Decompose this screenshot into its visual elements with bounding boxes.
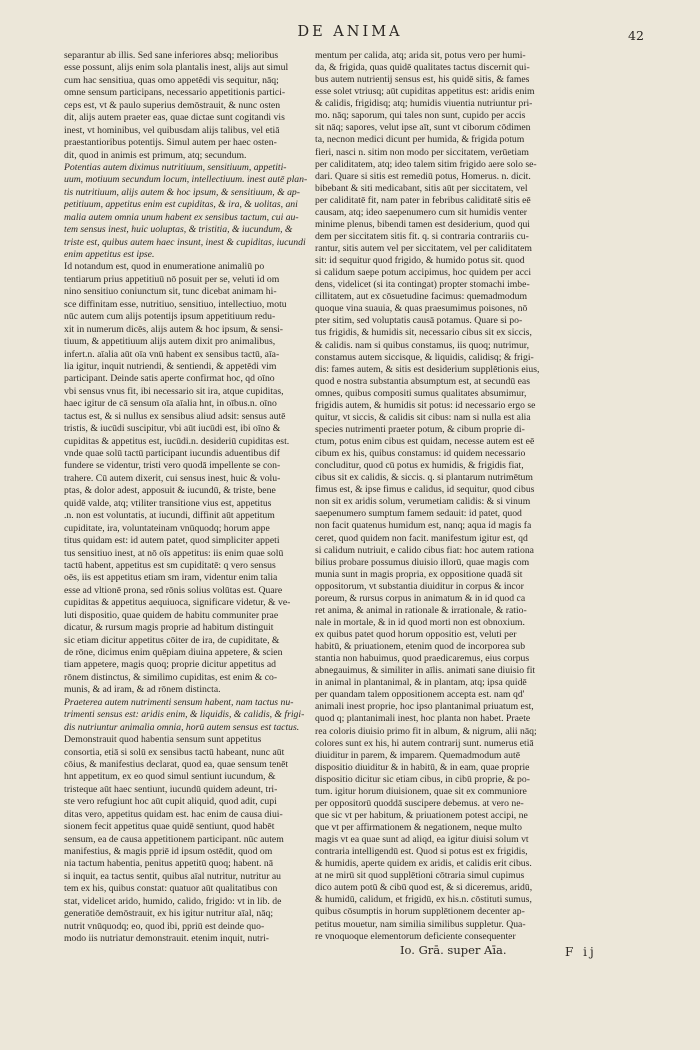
left-text-line: modo iis nutriatur demonstrauit. etenim inquit, nutri- xyxy=(64,933,270,945)
right-text-line: dispositio dicitur sic etiam cibus, in cibū proprie, & po- xyxy=(315,773,530,785)
left-text-line: vnde quae solū tactū participant iucundis aduentibus dif xyxy=(64,448,281,459)
left-text-line: tactus est, & si nullus ex sensibus aliud adsit: sensus autē xyxy=(64,410,286,422)
right-text-line: esse solet vtriusq; aūt cupiditas appetitus est: aridis enim xyxy=(315,86,535,98)
right-text-line: dis: fames autem, & sitis est desiderium supplētionis eius, xyxy=(315,363,540,375)
right-text-line: fieri, nasci n. sitim non modo per siccitatem, verūetiam xyxy=(315,146,529,158)
right-text-line: bibebant & siti medicabant, sitis aūt per siccitatem, vel xyxy=(315,182,528,194)
right-text-line: petitus mouetur, nam similia similibus suppletur. Qua- xyxy=(315,918,526,930)
right-text-line: fimus est, & ipse fimus e calidus, id sequitur, quod cibus xyxy=(315,484,535,496)
right-text-line: ex quibus patet quod horum oppositio est, veluti per xyxy=(315,629,517,640)
right-text-line: cillitatem, aut ex cōsuetudine facimus: quemadmodum xyxy=(315,291,527,303)
left-text-line: omne sensum participans, necessario appetitionis partici- xyxy=(64,87,286,99)
left-text-line: vbi sensus vnus fit, ibi necessario sit ira, atque cupiditas, xyxy=(64,385,284,397)
left-text-line: nutrit vnūquodq; eo, quod ibi, ppriū est deinde quo- xyxy=(64,920,265,932)
right-text-line: saepenumero sumptum famem sedauit: id patet, quod xyxy=(315,508,522,520)
right-text-line: diuiditur in parem, & imparem. Quemadmodum autē xyxy=(315,749,521,761)
left-text-line: ceps est, vt & paulo superius demōstrauit, & nunc osten xyxy=(64,99,281,111)
right-text-line: habitū, & priuationem, etenim quod de incorporea sub xyxy=(315,641,526,653)
left-text-line: uum, motiuum secundum locum, intellectiuum. inest autē plan- xyxy=(64,174,308,186)
left-text-line: tis nutritiuum, alijs autem & hoc ipsum, & sensitiuum, & ap- xyxy=(64,186,301,198)
left-text-line: Praeterea autem nutrimenti sensum habent, nam tactus nu- xyxy=(64,696,294,708)
left-text-line: stat, videlicet arido, humido, calido, frigido: vt in lib. de xyxy=(64,895,282,907)
left-text-line: enim appetitus est ipse. xyxy=(64,249,155,260)
right-text-line: frigidis autem, & humidis sit potus: id necessario ergo se xyxy=(315,399,536,411)
right-text-line: quod q; plantanimali inest, hoc planta non habet. Praete xyxy=(315,713,531,725)
left-text-line: ste vero refugiunt hoc aūt cupit aliquid, quod adit, cupi xyxy=(64,796,277,808)
catchword: Io. Grā. super Aīa. xyxy=(400,943,507,957)
left-text-line: dis nutriuntur animalia omnia, horū autem sensus est tactus. xyxy=(64,721,300,733)
right-text-line: & calidis, frigidisq; atq; humidis viuentia nutriuntur pri- xyxy=(315,98,533,110)
right-text-line: & calidis. nam si quibus constamus, iis quoq; nutrimur, xyxy=(315,339,530,351)
right-text-line: pter sitim, sed voluptatis causā potamus. Quare si po- xyxy=(315,315,523,327)
right-text-line: ta, necnon medici dicunt per humida, & frigida potum xyxy=(315,134,525,146)
right-text-line: concluditur, quod cū potus ex humidis, & frigidis fiat, xyxy=(315,460,524,472)
left-text-line: nia tactum habentia, penitus appetitū quoq; habent. nā xyxy=(64,858,274,870)
left-text-line: consortia, etiā si solū ex sensibus tactū habeant, nunc aūt xyxy=(64,746,285,758)
left-text-line: nūc autem cum alijs potentijs ipsum appetitiuum redu- xyxy=(64,311,276,323)
right-text-line: in animal in plantanimal, & in plantam, atq; ipsa quidē xyxy=(315,677,527,689)
right-text-line: dispositio diuiditur & in habitū, & in eam, quae proprie xyxy=(315,761,530,773)
left-text-line: titus quidam est: id autem patet, quod simpliciter appeti xyxy=(64,535,280,547)
right-text-line: dem per siccitatem sitis fit. q. si contraria contrariis cu- xyxy=(315,230,529,242)
left-text-line: Potentias autem diximus nutritiuum, sensitiuum, appetiti- xyxy=(64,161,287,173)
right-text-line: oppositorum, vt substantia diuiditur in corpus & incor xyxy=(315,580,524,592)
left-text-line: triste est, quibus autem haec insunt, inest & cupiditas, iucundi xyxy=(64,236,306,248)
right-text-line: per caliditatē fit, nam pater in febribus caliditatē sitis eē xyxy=(315,194,531,206)
right-text-line: quitur, vt siccis, & calidis sit cibus: nam si nulla est alia xyxy=(315,411,531,423)
left-text-line: tiuum, & appetitiuum alijs autem dixit pro animalibus, xyxy=(64,336,276,348)
left-text-line: luti dispositio, quae quidem de habitu communiter prae xyxy=(64,609,279,621)
left-text-line: Id notandum est, quod in enumeratione animaliū po xyxy=(64,261,265,273)
right-text-line: si calidum saepe potum accipimus, hoc quidem per acci xyxy=(315,267,532,279)
left-text-line: tentiarum prius appetitiuū nō posuit per se, veluti id om xyxy=(64,273,280,285)
left-text-line: sionem fecit appetitus quae quidē sentiunt, quod habēt xyxy=(64,821,275,833)
left-column xyxy=(64,50,320,946)
left-text-line: tem sensus inest, huic uoluptas, & tristitia, & iucundum, & xyxy=(64,224,293,236)
right-text-line: cibus sit ex calidis, & siccis. q. si plantarum nutrimētum xyxy=(315,472,533,484)
right-text-line: bus autem nutrientij sensus est, his quidē sitis, & fames xyxy=(315,74,530,86)
right-text-line: per caliditatem, atq; ideo talem sitim frigido aere solo se- xyxy=(315,158,537,170)
left-text-line: sensum, ea de causa appetitionem participant. nūc autem xyxy=(64,833,284,845)
left-text-line: malia autem omnia unum habent ex sensibus tactum, cui au- xyxy=(64,211,299,223)
left-text-line: ptas, & dolor adest, apposuit & iucundū, & triste, bene xyxy=(64,485,276,497)
left-text-line: trimenti sensus est: aridis enim, & liquidis, & calidis, & frigi- xyxy=(64,709,305,721)
left-text-line: trahere. Cū autem dixerit, cui sensus inest, huic & volu- xyxy=(64,472,281,484)
right-text-line: & humidū, calidum, et frigidū, ex his.n. cōstituti sumus, xyxy=(315,894,532,906)
right-text-line: tum. igitur horum diuisionem, quae sit ex communiore xyxy=(315,785,527,797)
right-text-line: per oppositorū quoddā suscipere debemus. at vero ne- xyxy=(315,797,524,809)
right-text-line: magis vt ea quae sunt ad aliqd, ea igitur diuisi solum vt xyxy=(315,834,529,846)
right-text-line: dens, videlicet (si ita contingat) propter stomachi imbe- xyxy=(315,279,530,291)
right-text-line: tus frigidis, & humidis sit, necessario cibus sit ex siccis, xyxy=(315,327,532,339)
left-text-line: cupiditate, ira, voluntateinam vnūquodq; horum appe xyxy=(64,522,270,534)
right-text-line: quod e nostra substantia absumptum est, at secundū eas xyxy=(315,375,530,387)
right-text-line: ceret, quod quidem non facit. manifestum igitur est, qd xyxy=(315,532,528,544)
left-text-line: sic etiam dicitur appetitus cōiter de ira, de cupiditate, & xyxy=(64,634,280,646)
right-text-line: at ne mirū sit quod supplētioni cōtraria simul cupimus xyxy=(315,870,525,882)
running-title: DE ANIMA xyxy=(297,24,403,40)
right-text-line: ret anima, & animal in rationale & irrationale, & ratio- xyxy=(315,604,527,616)
left-text-line: sce diffinitam esse, nutritiuo, sensitiuo, intellectiuo, motu xyxy=(64,298,287,310)
right-text-line: colores sunt ex his, hi autem contrarij sunt. numerus etiā xyxy=(315,737,534,749)
right-text-line: mo. nāq; saporum, qui tales non sunt, cupido per accis xyxy=(315,110,526,122)
right-text-line: re vnoquoque elementorum deficiente consequenter xyxy=(315,930,516,942)
left-text-line: cum hac sensitiua, quas omo appetēdi vis sequitur, nāq; xyxy=(64,74,279,86)
left-text-line: cupiditas & appetitus est, iucūdi.n. desideriū cupiditas est. xyxy=(64,435,290,447)
left-text-line: hnt appetitum, ex eo quod simul sentiunt iucundum, & xyxy=(64,771,276,783)
left-text-line: dit, quod in animis est primum, atq; secundum. xyxy=(64,149,247,161)
left-text-line: separantur ab illis. Sed sane inferiores absq; melioribus xyxy=(64,50,279,61)
left-text-line: haec igitur de cā sensum oīa aīalia hnt, in oībus.n. oīno xyxy=(64,398,277,410)
left-text-line: si inquit, ea tactus sentit, quibus aīal nutritur, nutritur au xyxy=(64,870,282,882)
right-text-line: que vt per affirmationem & negationem, neque multo xyxy=(315,822,522,833)
right-text-line: mentum per calida, atq; arida sit, potus vero per humi- xyxy=(315,50,526,61)
left-text-line: tristeque aūt haec sentiunt, iucundū quidem adeunt, tri- xyxy=(64,783,278,795)
left-text-line: tactū habent, appetitus est sm cupiditatē: q vero sensus xyxy=(64,559,276,571)
right-text-line: minime plenus, bibendi tamen est desiderium, quod qui xyxy=(315,218,530,230)
right-text-line: causam, atq; ideo saepenumero cum sit humidis venter xyxy=(315,206,527,218)
right-text-line: bilius probare possumus diuisio illorū, quae magis com xyxy=(315,556,530,568)
right-text-line: abnegauimus, & similiter in aīlis. animati sane diuisio fit xyxy=(315,665,536,677)
right-text-line: ctum, potus enim cibus est quidam, necesse autem est eē xyxy=(315,436,535,447)
left-text-line: Demonstrauit quod habentia sensum sunt appetitus xyxy=(64,734,262,746)
left-text-line: esse ad vltionē prona, sed rōnis solius volūtas est. Quare xyxy=(64,584,283,596)
left-text-line: .n. non est voluntatis, at iucundi, diffinit aūt appetitum xyxy=(64,510,275,522)
left-text-line: tus sensitiuo inest, at nō oīs appetitus: iis enim quae solū xyxy=(64,547,284,559)
left-text-line: esse possunt, alijs enim sola plantalis inest, alijs aut simul xyxy=(64,62,289,74)
left-text-line: oēs, iis est appetitus etiam sm iram, videntur enim talia xyxy=(64,572,278,584)
right-text-line: si calidum nutriuit, e calido cibus fiat: hoc autem rationa xyxy=(315,544,534,556)
right-text-line: per quandam talem oppositionem accepta est. nam qd' xyxy=(315,689,525,701)
left-text-line: dicatur, & rursum magis proprie ad habitum distinguit xyxy=(64,622,274,634)
folio-number: 42 xyxy=(628,28,644,43)
left-text-line: ditas vero, appetitus quidam est. hac enim de causa diui- xyxy=(64,808,283,820)
right-text-line: species nutrimenti praeter potum, & cibum proprie di- xyxy=(315,423,525,435)
right-text-line: contraria intelligendū est. Quod si potus est ex frigidis, xyxy=(315,846,528,858)
right-text-line: non sit ex aridis solum, verumetiam calidis: & si vinum xyxy=(315,496,531,508)
right-text-line: sit nāq; sapores, velut ipse aīt, sunt vt ciborum cōdimen xyxy=(315,122,531,134)
right-text-line: animali inest proprie, hoc ipso plantanimal priuatum est, xyxy=(315,701,534,713)
right-text-line: cibum ex his, quibus constamus: id quidem necessario xyxy=(315,448,526,460)
right-text-line: da, & frigida, quas quidē qualitates tactus discernit qui- xyxy=(315,62,530,74)
right-text-line: dari. Quare si sitis est remediū potus, Homerus. n. dicit. xyxy=(315,170,531,182)
right-text-line: que sic vt per habitum, & priuationem potest accipi, ne xyxy=(315,809,528,821)
left-text-line: rōnem distinctus, & similimo cupiditas, est enim & co- xyxy=(64,671,278,683)
left-text-line: manifestius, & magis ppriē id ipsum ostēdit, quod om xyxy=(64,846,273,857)
left-text-line: tiam appetere, magis quoq; proprie dicitur appetitus ad xyxy=(64,659,276,671)
left-text-line: infert.n. aīalia aūt oīa vnū habent ex sensibus tactū, aīa- xyxy=(64,348,280,360)
left-text-line: de rōne, dicimus enim quēpiam diuina appetere, & scien xyxy=(64,647,283,658)
left-text-line: tristis, & iucūdi suscipitur, vbi aūt iucūdi est, ibi oīno & xyxy=(64,423,281,435)
right-text-line: non facit quatenus humidum est, nanq; aqua id magis fa xyxy=(315,520,532,532)
left-text-line: fundere se videntur, tristi vero quodā impellente se con- xyxy=(64,460,281,472)
left-text-line: munis, & ad iram, & ad rōnem distincta. xyxy=(64,684,221,696)
left-text-line: praestantioribus potentijs. Simul autem per haec osten- xyxy=(64,137,277,149)
right-text-line: & humidis, aperte quidem ex aridis, et calidis erit cibus. xyxy=(315,858,532,870)
right-text-line: omnes, quibus compositi sumus qualitates absumimur, xyxy=(315,387,527,399)
left-text-line: tem ex his, quibus constat: quatuor aūt qualitatibus con xyxy=(64,883,278,895)
left-text-line: inest, vt hominibus, vel quibusdam alijs talibus, vel etiā xyxy=(64,124,280,136)
left-text-line: cōius, & manifestius declarat, quod ea, quae sensum tenēt xyxy=(64,758,289,770)
right-text-line: rantur, sitis autem vel per siccitatem, vel per caliditatem xyxy=(315,243,532,254)
right-text-line: quibus cōsumptis in horum supplētionem decenter ap- xyxy=(315,906,525,918)
right-text-line: rea coloris diuisio primo fit in album, & nigrum, alii nāq; xyxy=(315,725,537,737)
left-text-line: lia igitur, inquit nutriendi, & sentiendi, & appetēdi vim xyxy=(64,360,277,372)
signature-mark: F ij xyxy=(565,945,597,959)
right-text-line: munia sunt in magis propria, ex oppositione quadā sit xyxy=(315,568,523,580)
right-text-line: constamus autem siccisque, & liquidis, calidisq; & frigi- xyxy=(315,351,534,363)
right-text-line: stantia non habuimus, quod praedicaremus, eius corpus xyxy=(315,653,530,665)
right-text-line: nale in mortale, & in id quod morti non est obnoxium. xyxy=(315,616,525,628)
right-text-line: quoque vina suauia, & quas praesumimus poisones, nō xyxy=(315,303,528,315)
left-text-line: cupiditas & appetitus aequiuoca, significare videtur, & ve- xyxy=(64,597,291,609)
left-text-line: xit in numerum dicēs, alijs autem & hoc ipsum, & sensi- xyxy=(64,323,284,335)
left-text-line: quidē valde, atq; vtiliter transitione vius est, appetitus xyxy=(64,497,272,509)
left-text-line: generatiōe demōstrauit, ex his igitur nutritur aīal, nāq; xyxy=(64,908,274,920)
right-text-line: poreum, & rursus corpus in animatum & in id quod ca xyxy=(315,592,526,604)
left-text-line: participant. Deinde satis aperte confirmat hoc, qd oīno xyxy=(64,373,275,385)
right-column xyxy=(315,50,583,943)
left-text-line: petitiuum, appetitus enim est cupiditas, & ira, & uolitas, ani xyxy=(64,199,298,211)
right-text-line: sit: id sequitur quod frigido, & humido potus sit. quod xyxy=(315,255,525,267)
right-text-line: dico autem potū & cibū quod est, & si diceremus, aridū, xyxy=(315,882,533,894)
left-text-line: dit, alijs autem praeter eas, quae dictae sunt cogitandi vis xyxy=(64,112,285,124)
left-text-line: nino sensitiuo coniunctum sit, tunc dicebat animam hi- xyxy=(64,286,277,298)
